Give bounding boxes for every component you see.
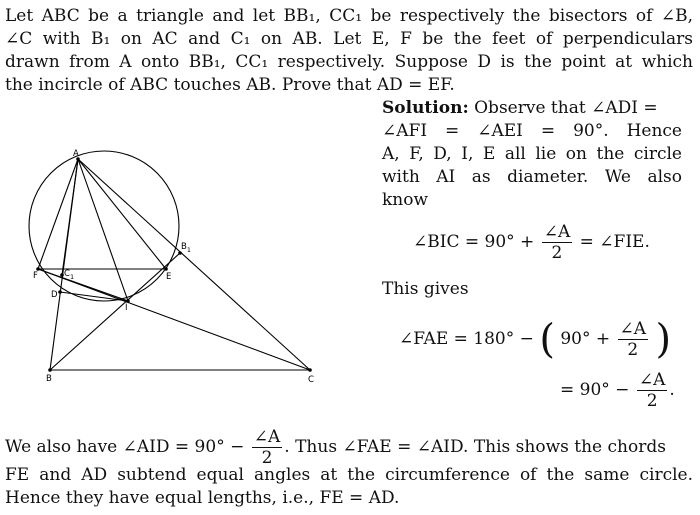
- conclusion-numerator: ∠A: [253, 427, 281, 447]
- conclusion-fraction: [252, 427, 283, 468]
- segment-ae: [78, 159, 166, 269]
- eq2-paren-open: (: [539, 316, 555, 363]
- point-d: [58, 290, 62, 294]
- label-a: A: [73, 149, 79, 159]
- circumcircle-afdie: [29, 151, 179, 301]
- equation-bic: [413, 222, 650, 263]
- equation-fae: [399, 316, 672, 363]
- solution-text-1: Observe that ∠ADI =: [474, 98, 658, 118]
- solution-label: Solution:: [382, 98, 469, 118]
- segment-ai: [78, 159, 128, 301]
- label-f: F: [33, 271, 38, 281]
- problem-line-1: Let ABC be a triangle and let BB₁, CC₁ be respectively the bisectors of ∠B,: [5, 6, 693, 26]
- eq2-fraction: [618, 319, 649, 360]
- conclusion-line-1: [5, 427, 666, 468]
- label-b1: $B_1$: [181, 242, 191, 254]
- label-i: I: [125, 303, 128, 313]
- eq1-denominator: 2: [551, 243, 563, 263]
- point-c: [308, 368, 312, 372]
- label-b: B: [46, 374, 52, 384]
- eq2-left: ∠FAE = 180° −: [399, 329, 534, 349]
- problem-line-4: the incircle of ABC touches AB. Prove that AD = EF.: [5, 75, 455, 95]
- eq2-paren-close: ): [655, 316, 672, 363]
- solution-line-4: with AI as diameter. We also: [382, 167, 682, 187]
- point-e: [164, 267, 168, 271]
- label-d: D: [51, 290, 58, 300]
- point-b: [48, 368, 52, 372]
- solution-line-5: know: [382, 190, 429, 210]
- label-e: E: [166, 272, 172, 282]
- eq1-fraction: [542, 222, 573, 263]
- label-c1: $C_1$: [64, 269, 75, 281]
- eq3-end: .: [669, 380, 675, 400]
- solution-line-1: [382, 97, 682, 120]
- eq2-numerator: ∠A: [619, 319, 647, 339]
- geometry-figure: [0, 145, 340, 395]
- segment-ac: [78, 159, 310, 370]
- eq3-denominator: 2: [646, 391, 658, 411]
- eq3-left: = 90° −: [560, 380, 630, 400]
- problem-line-3: drawn from A onto BB₁, CC₁ respectively. Suppose D is the point at which: [5, 52, 693, 72]
- equation-fae-result: [560, 370, 675, 411]
- eq1-numerator: ∠A: [543, 222, 571, 242]
- conclusion-line-2: FE and AD subtend equal angles at the circumference of the same circle.: [5, 465, 693, 485]
- conclusion-left: We also have ∠AID = 90° −: [5, 437, 245, 457]
- problem-line-2: ∠C with B₁ on AC and C₁ on AB. Let E, F be the feet of perpendiculars: [5, 29, 693, 49]
- conclusion-line-3: Hence they have equal lengths, i.e., FE = AD.: [5, 488, 400, 508]
- eq2-inner-left: 90° +: [560, 329, 611, 349]
- solution-line-3: A, F, D, I, E all lie on the circle: [382, 144, 682, 164]
- eq2-denominator: 2: [627, 340, 639, 360]
- conclusion-right: . Thus ∠FAE = ∠AID. This shows the chords: [284, 437, 666, 457]
- segment-di: [60, 292, 128, 301]
- segment-a-c1: [62, 159, 78, 275]
- bisector-cc1: [38, 269, 310, 370]
- this-gives: This gives: [382, 279, 469, 299]
- eq3-numerator: ∠A: [638, 370, 666, 390]
- segment-af: [38, 159, 78, 269]
- eq3-fraction: [637, 370, 668, 411]
- eq1-left: ∠BIC = 90° +: [413, 232, 535, 252]
- label-c: C: [308, 375, 314, 385]
- conclusion-denominator: 2: [261, 448, 273, 468]
- solution-line-2: ∠AFI = ∠AEI = 90°. Hence: [382, 121, 682, 141]
- eq1-right: = ∠FIE.: [579, 232, 650, 252]
